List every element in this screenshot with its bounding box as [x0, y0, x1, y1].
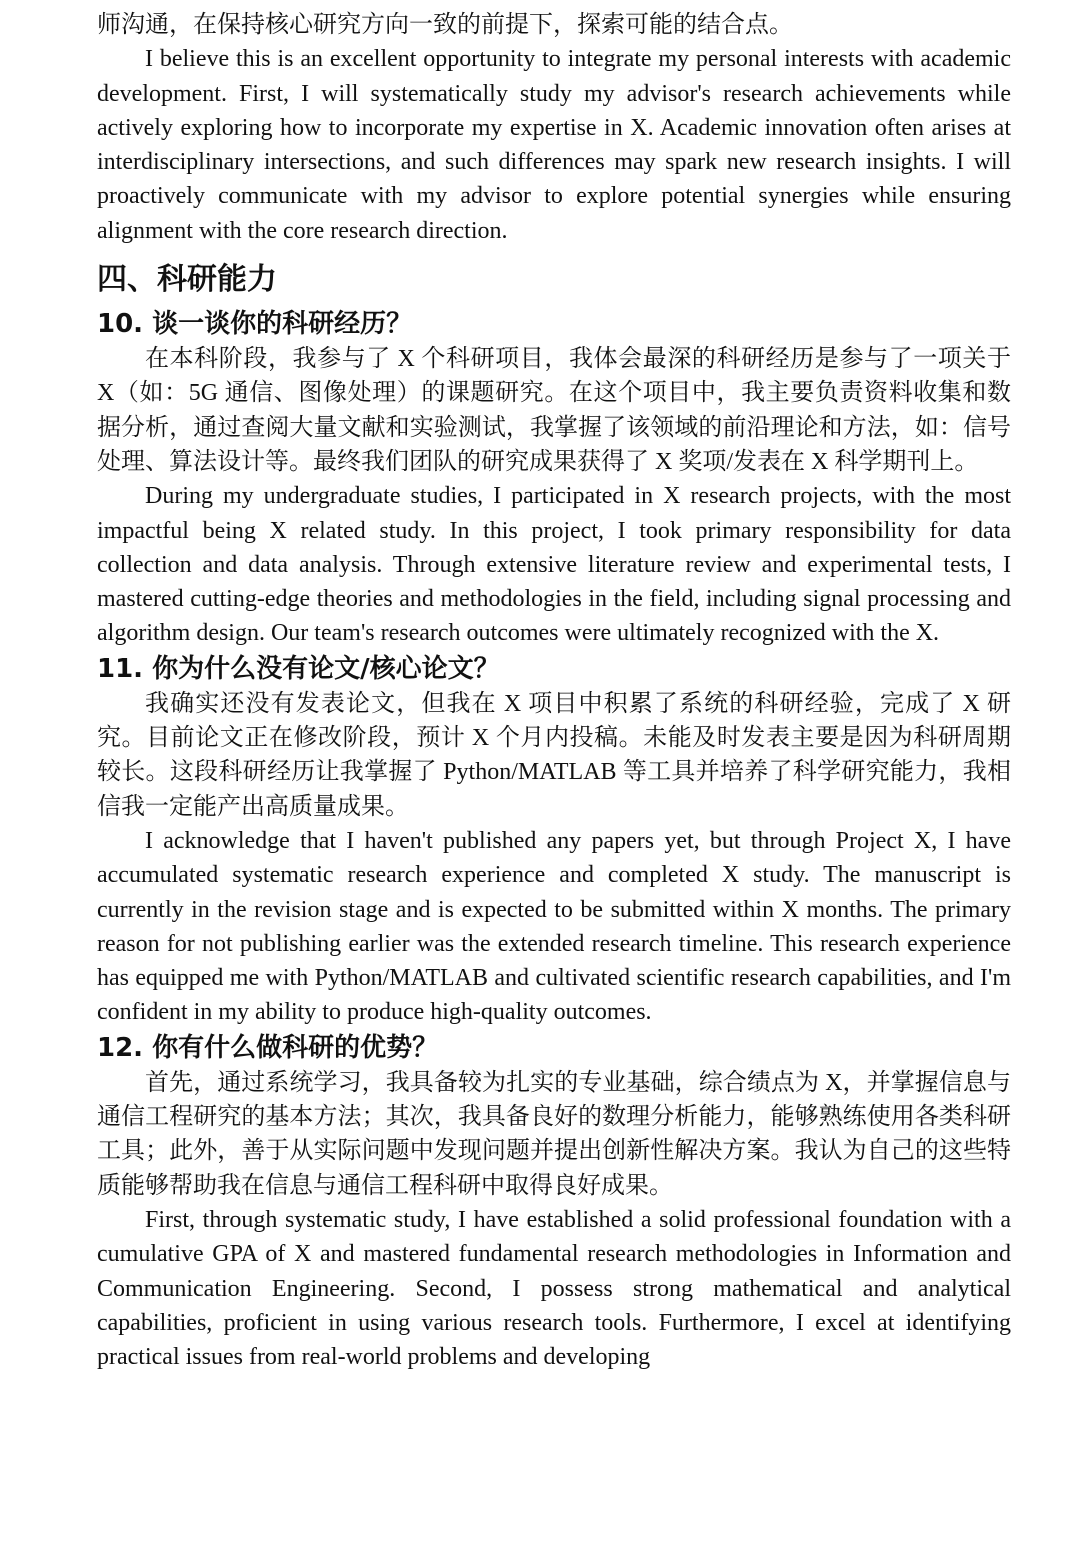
- question-11-title: 11. 你为什么没有论文/核心论文？: [97, 653, 500, 684]
- question-11-english-answer: I acknowledge that I haven't published any papers yet, but through Project X, I have accumulated systematic research experience and completed X study. The manuscript is currently in the revision stage and is expected to be submitted within X months. The primary reason for not publishing earlier was the extended research timeline. This research experience has equipped me with Python/MATLAB and cultivated scientific research capabilities, and I'm confident in my ability to produce high-quality outcomes.: [97, 827, 1011, 1026]
- document-page: [97, 8, 1011, 1374]
- question-10-english-answer: During my undergraduate studies, I participated in X research projects, with the most impactful being X related study. In this project, I took primary responsibility for data collection and data analysis. Through extensive literature review and experimental tests, I mastered cutting-edge theories and methodologies in the field, including signal processing and algorithm design. Our team's research outcomes were ultimately recognized with the X.: [97, 483, 1011, 647]
- intro-chinese-paragraph-tail: 师沟通，在保持核心研究方向一致的前提下，探索可能的结合点。: [97, 12, 793, 38]
- question-11-chinese-answer: 我确实还没有发表论文，但我在 X 项目中积累了系统的科研经验，完成了 X 研究。目前论文正在修改阶段，预计 X 个月内投稿。未能及时发表主要是因为科研周期较长。这段科研经历让我掌握了 Python/MATLAB 等工具并培养了科学研究能力，我相信我一定能产出高质量成果。: [97, 690, 1011, 820]
- question-12-title: 12. 你有什么做科研的优势？: [97, 1032, 439, 1063]
- intro-english-paragraph: I believe this is an excellent opportunity to integrate my personal interests with academic development. First, I will systematically study my advisor's research achievements while actively exploring how to incorporate my expertise in X. Academic innovation often arises at interdisciplinary intersections, and such differences may spark new research insights. I will proactively communicate with my advisor to explore potential synergies while ensuring alignment with the core research direction.: [97, 46, 1011, 244]
- section-title: 四、科研能力: [97, 262, 277, 298]
- question-12-chinese-answer: 首先，通过系统学习，我具备较为扎实的专业基础，综合绩点为 X，并掌握信息与通信工程研究的基本方法；其次，我具备良好的数理分析能力，能够熟练使用各类科研工具；此外，善于从实际问题中发现问题并提出创新性解决方案。我认为自己的这些特质能够帮助我在信息与通信工程科研中取得良好成果。: [97, 1069, 1011, 1199]
- question-10-chinese-answer: 在本科阶段，我参与了 X 个科研项目，我体会最深的科研经历是参与了一项关于 X（如：5G 通信、图像处理）的课题研究。在这个项目中，我主要负责资料收集和数据分析，通过查阅大量文献和实验测试，我掌握了该领域的前沿理论和方法，如：信号处理、算法设计等。最终我们团队的研究成果获得了 X 奖项/发表在 X 科学期刊上。: [97, 346, 1011, 475]
- question-12-english-answer: First, through systematic study, I have established a solid professional foundation with a cumulative GPA of X and mastered fundamental research methodologies in Information and Communication Engineering. Second, I possess strong mathematical and analytical capabilities, proficient in using various research tools. Furthermore, I excel at identifying practical issues from real-world problems and developing: [97, 1206, 1011, 1371]
- question-10-title: 10. 谈一谈你的科研经历？: [97, 309, 413, 340]
